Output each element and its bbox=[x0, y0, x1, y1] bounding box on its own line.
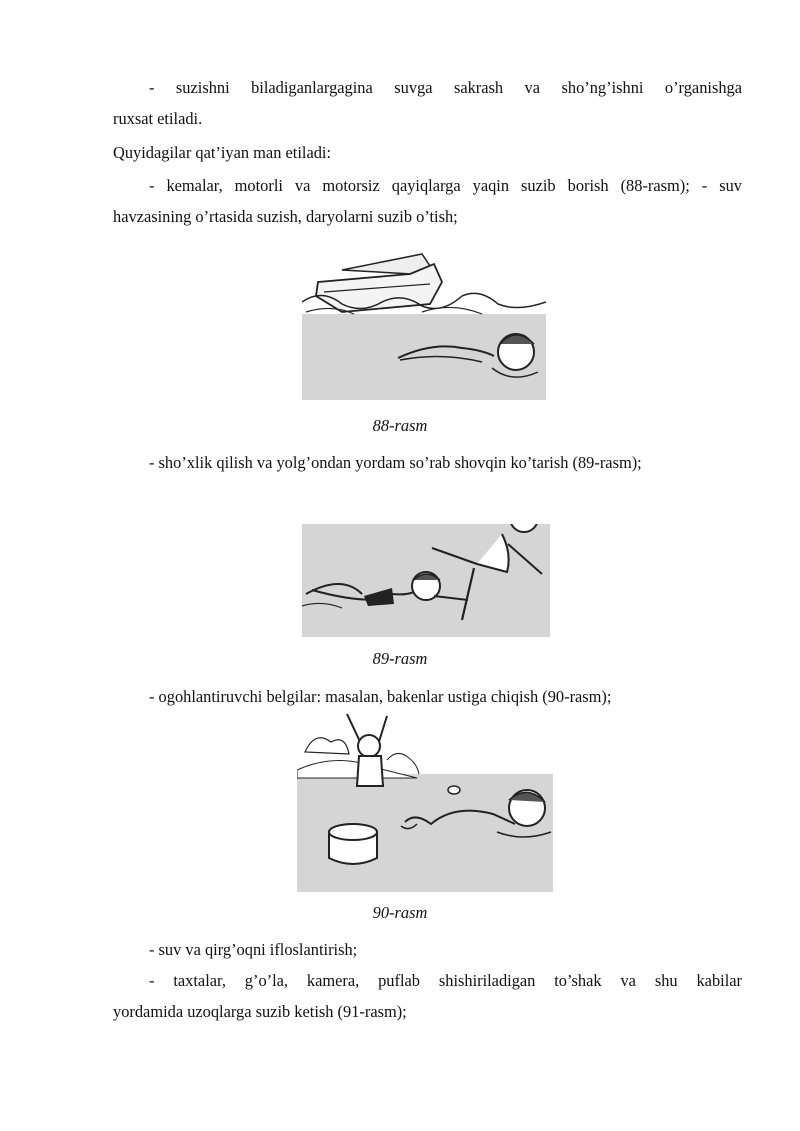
paragraph-line: - sho’xlik qilish va yolg’ondan yordam so’rab shovqin ko’tarish (89-rasm); bbox=[149, 453, 642, 472]
paragraph-line: yordamida uzoqlarga suzib ketish (91-rasm); bbox=[113, 1002, 407, 1021]
paragraph-line: - taxtalar, g’o’la, kamera, puflab shishiriladigan to’shak va shu kabilar bbox=[149, 971, 742, 990]
paragraph-line: - ogohlantiruvchi belgilar: masalan, bakenlar ustiga chiqish (90-rasm); bbox=[149, 687, 612, 706]
figure-90-buoy bbox=[297, 712, 553, 892]
paragraph-line: havzasining o’rtasida suzish, daryolarni suzib o’tish; bbox=[113, 207, 458, 226]
paragraph-line: Quyidagilar qat’iyan man etiladi: bbox=[113, 143, 332, 162]
figure-caption: 90-rasm bbox=[372, 903, 428, 922]
figure-88-boat-swimmer bbox=[302, 252, 546, 400]
figure-caption: 88-rasm bbox=[372, 416, 428, 435]
figure-caption: 89-rasm bbox=[372, 649, 428, 668]
paragraph-line: - suv va qirg’oqni ifloslantirish; bbox=[149, 940, 358, 959]
paragraph-line: ruxsat etiladi. bbox=[113, 109, 203, 128]
paragraph-line: - kemalar, motorli va motorsiz qayiqlarga yaqin suzib borish (88-rasm); - suv bbox=[149, 176, 742, 195]
figure-89-horseplay bbox=[302, 524, 550, 637]
paragraph-line: - suzishni biladiganlargagina suvga sakrash va sho’ng’ishni o’rganishga bbox=[149, 78, 742, 97]
